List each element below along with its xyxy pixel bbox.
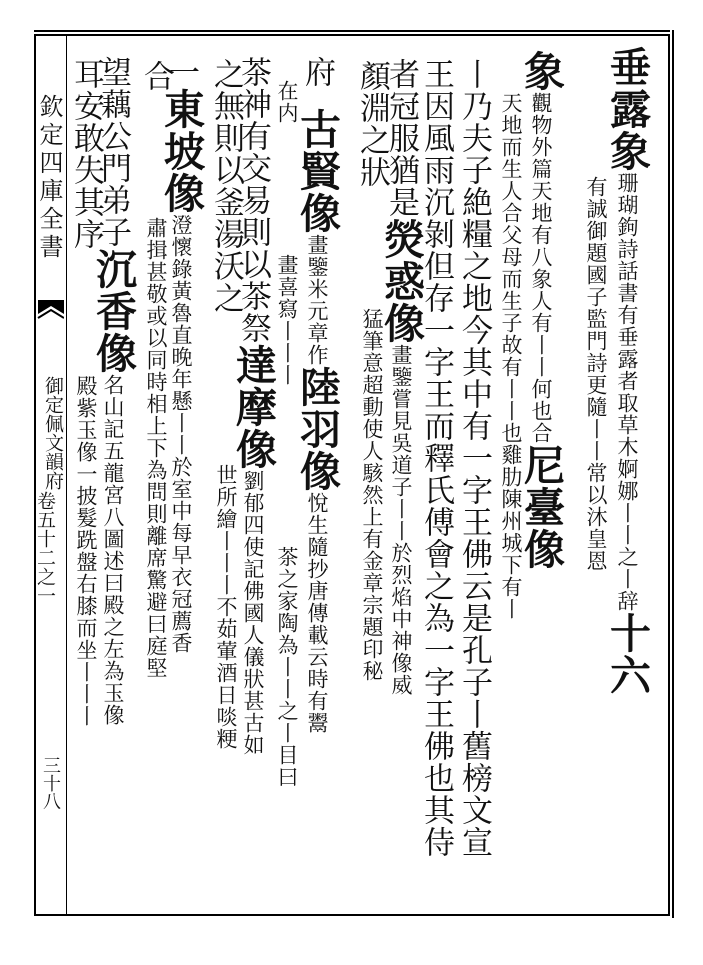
headword: 沉香像 [89,248,137,374]
headword: 垂露象 [603,46,651,172]
frame-top-line [34,30,670,32]
column-text: 王因風雨沉剝但存一字王而釋氏傅會之為一字王佛也其侍 [418,58,454,858]
text-column-16 [68,58,104,727]
column-text: 雞肋陳州城下有丨 [499,444,523,620]
column-text: 府 [299,56,335,88]
text-column-12 [208,58,244,750]
column-text: 名山記五龍宮八圖述曰殿之左為玉像 [101,374,125,726]
column-text: 之無則以釜湯沃之 [208,58,244,314]
column-text: 者冠服猶是 [383,58,419,218]
headword: 尼臺像 [517,444,565,570]
column-text: 猛筆意超動使人駭然上有金章宗題印秘 [360,308,384,682]
text-column-4 [500,92,521,620]
frame-right-line [672,30,674,918]
text-column-5 [456,58,492,858]
column-text: 畫喜寫丨丨丨 [275,254,299,386]
column-text: 肅揖甚敬或以同時相上下為問則離席驚避曰庭堅 [144,217,168,679]
fishtail-mark-icon [36,296,64,336]
column-text: 殿紫玉像一披髮跣盤右膝而坐丨丨丨 [74,375,98,727]
headword: 熒惑像 [377,218,425,344]
column-text: 畫鑒嘗見吳道子丨丨於烈焰中神像威 [389,344,413,696]
column-text: 世所繪丨丨丨不茹葷酒日啖粳 [214,464,238,750]
headword: 達摩像 [229,344,277,470]
headword: 東坡像 [157,88,205,214]
column-text: 澄懷錄黃魯直晚年懸丨丨於室中每早衣冠薦香 [169,214,193,654]
column-text: 觀物外篇天地有八象人有丨丨何也合 [529,92,553,444]
headword: 十六 [603,612,651,696]
text-column-14 [138,60,174,679]
column-text: 劉郁四使記佛國人儀狀甚古如 [241,470,265,756]
column-text: 茶之家陶為丨丨之丨目曰 [275,546,299,788]
column-text: 珊瑚鉤詩話書有垂露者取草木婀娜丨丨之丨辞 [615,172,639,612]
column-rule [66,36,67,914]
column-text: 顏淵之狀 [354,60,390,188]
column-text: 有誠御題國子監門詩更隨丨丨常以沐皇恩 [584,176,608,572]
column-text: 合 [138,60,174,92]
column-text: 一 [163,56,199,88]
book-title: 御定佩文韻府 [42,376,64,490]
text-column-1 [603,46,651,696]
column-text: 悅生隨抄唐傳載云時有鬻 [305,492,329,734]
text-column-9 [293,56,341,734]
headword: 象 [517,50,565,92]
text-column-8 [354,60,390,682]
page-number: 三十八 [40,756,61,810]
column-text: 望藕公門弟子 [95,56,131,248]
column-text: 在内 [275,80,299,124]
text-column-3 [517,50,565,570]
column-text: 丨乃夫子絶糧之地今其中有一字王佛云是孔子丨舊榜文宣 [456,58,492,858]
column-text: 耳安敢失其序 [68,58,104,250]
text-column-6 [418,58,454,858]
column-text: 畫鑒米元章作 [305,234,329,366]
library-title: 欽定四庫全書 [35,94,63,262]
volume-label: 卷五十二之一 [34,491,56,605]
headword: 陸羽像 [293,366,341,492]
text-column-10 [276,80,297,788]
margin-column [36,36,66,914]
column-text: 茶神有交易則以茶祭 [235,56,271,344]
column-text: 天地而生人合父母而生子故有丨丨也 [499,92,523,444]
headword: 古賢像 [293,108,341,234]
text-column-2 [585,176,606,572]
